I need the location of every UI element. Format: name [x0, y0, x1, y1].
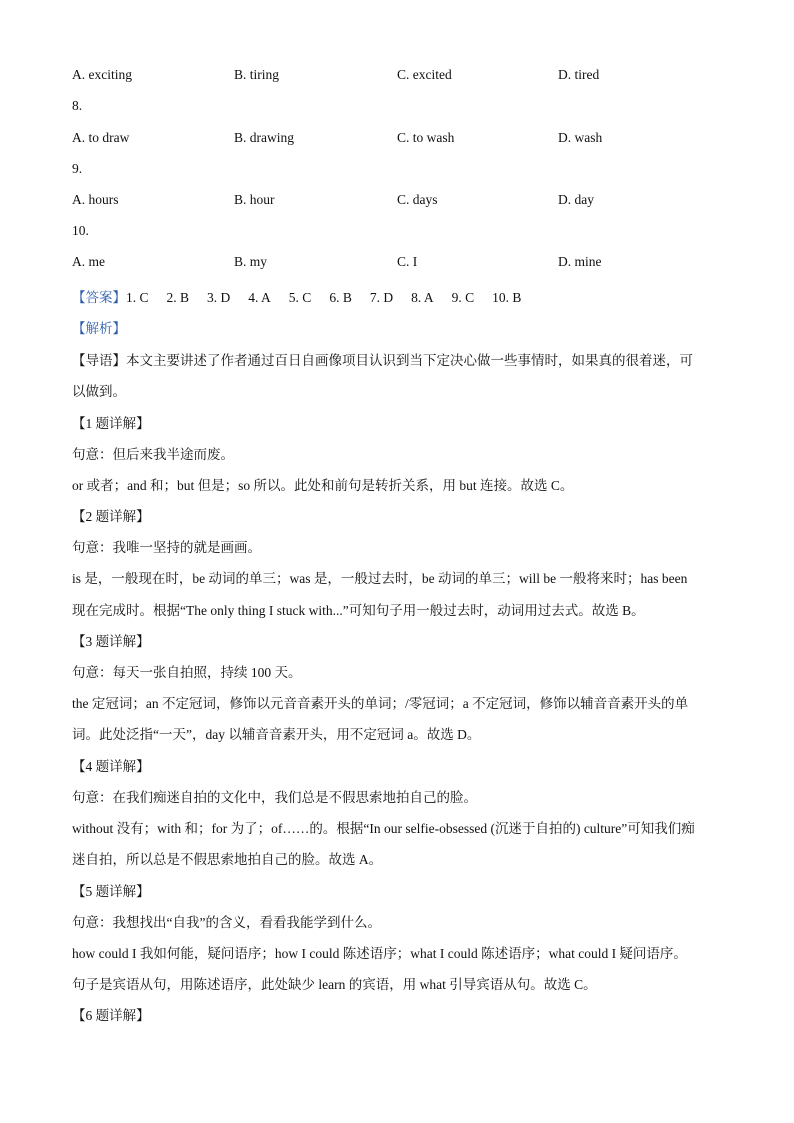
detail-1-title: 【1 题详解】 [72, 416, 150, 431]
detail-1-explanation: or 或者；and 和；but 但是；so 所以。此处和前句是转折关系，用 but 连接。故选 C。 [72, 478, 574, 493]
q8-number: 8. [72, 98, 83, 113]
q7-option-b: B. tiring [234, 67, 280, 82]
detail-5-explanation-2: 句子是宾语从句，用陈述语序，此处缺少 learn 的宾语，用 what 引导宾语从句。故选 C。 [72, 977, 597, 992]
answer-item: 9. C [451, 290, 475, 305]
q9-option-c: C. days [397, 192, 438, 207]
q8-option-b: B. drawing [234, 130, 294, 145]
detail-2-explanation-1: is 是，一般现在时，be 动词的单三；was 是，一般过去时，be 动词的单三；will be 一般将来时；has been [72, 571, 688, 586]
q9-options [72, 192, 732, 212]
q9-option-d: D. day [558, 192, 594, 207]
detail-5-meaning: 句意：我想找出“自我”的含义，看看我能学到什么。 [72, 915, 381, 930]
detail-4-meaning: 句意：在我们痴迷自拍的文化中，我们总是不假思索地拍自己的脸。 [72, 790, 477, 805]
detail-3-meaning: 句意：每天一张自拍照，持续 100 天。 [72, 665, 302, 680]
detail-4-explanation-1: without 没有；with 和；for 为了；of……的。根据“In our selfie-obsessed (沉迷于自拍的) culture”可知我们痴 [72, 821, 695, 836]
q8-option-d: D. wash [558, 130, 603, 145]
answer-item: 5. C [288, 290, 312, 305]
answer-item: 2. B [166, 290, 190, 305]
q9-option-b: B. hour [234, 192, 275, 207]
q7-option-c: C. excited [397, 67, 452, 82]
answer-item: 1. C [126, 290, 149, 305]
detail-5-title: 【5 题详解】 [72, 884, 150, 899]
q9-number: 9. [72, 161, 83, 176]
q10-options [72, 254, 732, 274]
q8-option-c: C. to wash [397, 130, 455, 145]
q7-option-d: D. tired [558, 67, 600, 82]
answer-item: 4. A [248, 290, 271, 305]
detail-4-explanation-2: 迷自拍，所以总是不假思索地拍自己的脸。故选 A。 [72, 852, 383, 867]
guide-line-2: 以做到。 [72, 384, 126, 399]
analysis-label: 【解析】 [72, 321, 126, 336]
q9-option-a: A. hours [72, 192, 119, 207]
detail-1-meaning: 句意：但后来我半途而废。 [72, 447, 234, 462]
q8-option-a: A. to draw [72, 130, 130, 145]
answer-item: 3. D [207, 290, 231, 305]
q7-options [72, 67, 732, 87]
q8-options [72, 130, 732, 150]
q10-option-b: B. my [234, 254, 268, 269]
detail-4-title: 【4 题详解】 [72, 759, 150, 774]
q10-option-d: D. mine [558, 254, 602, 269]
answer-item: 8. A [411, 290, 434, 305]
detail-3-explanation-2: 词。此处泛指“一天”，day 以辅音音素开头，用不定冠词 a。故选 D。 [72, 727, 481, 742]
answer-key [72, 286, 722, 306]
answer-item: 6. B [329, 290, 352, 305]
guide-text: 本文主要讲述了作者通过百日自画像项目认识到当下定决心做一些事情时，如果真的很着迷，可 [126, 353, 693, 368]
answer-item: 7. D [369, 290, 394, 305]
detail-3-explanation-1: the 定冠词；an 不定冠词，修饰以元音音素开头的单词；/零冠词；a 不定冠词，修饰以辅音音素开头的单 [72, 696, 689, 711]
answer-label: 【答案】 [72, 290, 126, 305]
detail-5-explanation-1: how could I 我如何能，疑问语序；how I could 陈述语序；what I could 陈述语序；what could I 疑问语序。 [72, 946, 687, 961]
q10-number: 10. [72, 223, 89, 238]
q10-option-c: C. I [397, 254, 418, 269]
q10-option-a: A. me [72, 254, 105, 269]
answer-item: 10. B [492, 290, 522, 305]
detail-3-title: 【3 题详解】 [72, 634, 150, 649]
guide-line-1 [72, 349, 722, 369]
detail-2-meaning: 句意：我唯一坚持的就是画画。 [72, 540, 261, 555]
detail-2-explanation-2: 现在完成时。根据“The only thing I stuck with...”可知句子用一般过去时，动词用过去式。故选 B。 [72, 603, 645, 618]
detail-6-title: 【6 题详解】 [72, 1008, 150, 1023]
guide-label: 【导语】 [72, 353, 126, 368]
q7-option-a: A. exciting [72, 67, 132, 82]
detail-2-title: 【2 题详解】 [72, 509, 150, 524]
